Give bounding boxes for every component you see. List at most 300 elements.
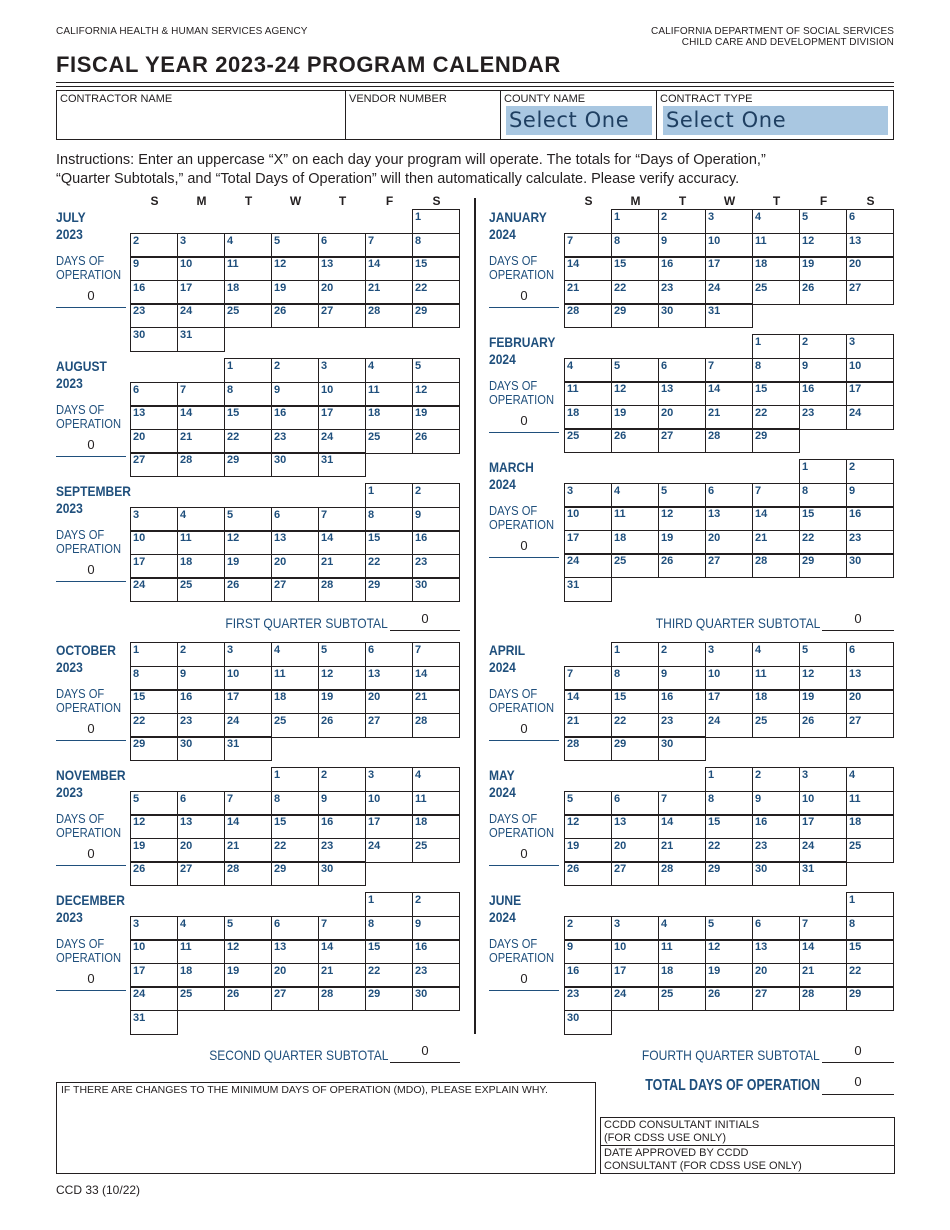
day-cell-april-12[interactable] bbox=[799, 666, 847, 691]
day-cell-august-12[interactable] bbox=[412, 382, 460, 407]
day-cell-april-23[interactable] bbox=[658, 713, 706, 738]
day-cell-october-23[interactable] bbox=[177, 713, 225, 738]
day-cell-august-3[interactable] bbox=[318, 358, 366, 383]
day-cell-january-12[interactable] bbox=[799, 233, 847, 258]
day-cell-january-30[interactable] bbox=[658, 303, 706, 328]
day-cell-august-16[interactable] bbox=[271, 405, 319, 430]
day-cell-february-22[interactable] bbox=[752, 405, 800, 430]
day-cell-july-6[interactable] bbox=[318, 233, 366, 258]
day-cell-june-14[interactable] bbox=[799, 939, 847, 964]
day-cell-june-16[interactable] bbox=[564, 963, 612, 988]
day-cell-november-17[interactable] bbox=[365, 814, 413, 839]
day-cell-june-29[interactable] bbox=[846, 986, 894, 1011]
day-cell-june-26[interactable] bbox=[705, 986, 753, 1011]
day-cell-february-5[interactable] bbox=[611, 358, 659, 383]
day-cell-may-20[interactable] bbox=[611, 838, 659, 863]
day-cell-october-28[interactable] bbox=[412, 713, 460, 738]
day-cell-august-5[interactable] bbox=[412, 358, 460, 383]
day-cell-may-13[interactable] bbox=[611, 814, 659, 839]
day-cell-august-20[interactable] bbox=[130, 429, 178, 454]
day-cell-august-24[interactable] bbox=[318, 429, 366, 454]
day-cell-december-7[interactable] bbox=[318, 916, 366, 941]
day-cell-january-21[interactable] bbox=[564, 280, 612, 305]
day-cell-august-31[interactable] bbox=[318, 452, 366, 477]
day-cell-november-1[interactable] bbox=[271, 767, 319, 792]
day-cell-may-7[interactable] bbox=[658, 791, 706, 816]
day-cell-march-31[interactable] bbox=[564, 577, 612, 602]
day-cell-september-5[interactable] bbox=[224, 507, 272, 532]
day-cell-august-2[interactable] bbox=[271, 358, 319, 383]
day-cell-july-1[interactable] bbox=[412, 209, 460, 234]
day-cell-november-2[interactable] bbox=[318, 767, 366, 792]
day-cell-november-30[interactable] bbox=[318, 861, 366, 886]
day-cell-march-11[interactable] bbox=[611, 506, 659, 531]
day-cell-november-26[interactable] bbox=[130, 861, 178, 886]
day-cell-march-20[interactable] bbox=[705, 530, 753, 555]
day-cell-february-16[interactable] bbox=[799, 381, 847, 406]
day-cell-february-15[interactable] bbox=[752, 381, 800, 406]
day-cell-march-15[interactable] bbox=[799, 506, 847, 531]
day-cell-december-19[interactable] bbox=[224, 963, 272, 988]
day-cell-august-18[interactable] bbox=[365, 405, 413, 430]
day-cell-december-26[interactable] bbox=[224, 986, 272, 1011]
day-cell-september-26[interactable] bbox=[224, 577, 272, 602]
day-cell-april-30[interactable] bbox=[658, 736, 706, 761]
day-cell-july-22[interactable] bbox=[412, 280, 460, 305]
day-cell-august-30[interactable] bbox=[271, 452, 319, 477]
date-approved-field[interactable] bbox=[600, 1145, 895, 1174]
day-cell-september-15[interactable] bbox=[365, 530, 413, 555]
day-cell-january-15[interactable] bbox=[611, 256, 659, 281]
day-cell-january-3[interactable] bbox=[705, 209, 753, 234]
day-cell-july-5[interactable] bbox=[271, 233, 319, 258]
day-cell-july-16[interactable] bbox=[130, 280, 178, 305]
day-cell-january-4[interactable] bbox=[752, 209, 800, 234]
day-cell-june-17[interactable] bbox=[611, 963, 659, 988]
day-cell-september-4[interactable] bbox=[177, 507, 225, 532]
day-cell-march-16[interactable] bbox=[846, 506, 894, 531]
day-cell-march-17[interactable] bbox=[564, 530, 612, 555]
day-cell-september-18[interactable] bbox=[177, 554, 225, 579]
day-cell-december-12[interactable] bbox=[224, 939, 272, 964]
day-cell-september-1[interactable] bbox=[365, 483, 413, 508]
day-cell-august-13[interactable] bbox=[130, 405, 178, 430]
day-cell-august-25[interactable] bbox=[365, 429, 413, 454]
day-cell-march-22[interactable] bbox=[799, 530, 847, 555]
day-cell-may-22[interactable] bbox=[705, 838, 753, 863]
day-cell-september-7[interactable] bbox=[318, 507, 366, 532]
day-cell-december-4[interactable] bbox=[177, 916, 225, 941]
day-cell-february-19[interactable] bbox=[611, 405, 659, 430]
day-cell-march-26[interactable] bbox=[658, 553, 706, 578]
day-cell-november-18[interactable] bbox=[412, 814, 460, 839]
day-cell-september-29[interactable] bbox=[365, 577, 413, 602]
day-cell-january-22[interactable] bbox=[611, 280, 659, 305]
day-cell-september-21[interactable] bbox=[318, 554, 366, 579]
day-cell-july-10[interactable] bbox=[177, 256, 225, 281]
day-cell-march-6[interactable] bbox=[705, 483, 753, 508]
day-cell-june-30[interactable] bbox=[564, 1010, 612, 1035]
day-cell-march-27[interactable] bbox=[705, 553, 753, 578]
day-cell-december-24[interactable] bbox=[130, 986, 178, 1011]
day-cell-may-30[interactable] bbox=[752, 861, 800, 886]
day-cell-january-7[interactable] bbox=[564, 233, 612, 258]
day-cell-august-4[interactable] bbox=[365, 358, 413, 383]
day-cell-july-13[interactable] bbox=[318, 256, 366, 281]
day-cell-july-27[interactable] bbox=[318, 303, 366, 328]
day-cell-august-9[interactable] bbox=[271, 382, 319, 407]
day-cell-september-3[interactable] bbox=[130, 507, 178, 532]
day-cell-october-31[interactable] bbox=[224, 736, 272, 761]
day-cell-march-3[interactable] bbox=[564, 483, 612, 508]
day-cell-august-22[interactable] bbox=[224, 429, 272, 454]
day-cell-may-19[interactable] bbox=[564, 838, 612, 863]
day-cell-november-4[interactable] bbox=[412, 767, 460, 792]
day-cell-june-6[interactable] bbox=[752, 916, 800, 941]
day-cell-september-24[interactable] bbox=[130, 577, 178, 602]
day-cell-august-28[interactable] bbox=[177, 452, 225, 477]
day-cell-june-28[interactable] bbox=[799, 986, 847, 1011]
day-cell-september-6[interactable] bbox=[271, 507, 319, 532]
day-cell-april-2[interactable] bbox=[658, 642, 706, 667]
day-cell-february-6[interactable] bbox=[658, 358, 706, 383]
day-cell-february-17[interactable] bbox=[846, 381, 894, 406]
vendor-number-field[interactable] bbox=[345, 90, 501, 140]
day-cell-november-5[interactable] bbox=[130, 791, 178, 816]
day-cell-august-27[interactable] bbox=[130, 452, 178, 477]
day-cell-february-8[interactable] bbox=[752, 358, 800, 383]
day-cell-may-11[interactable] bbox=[846, 791, 894, 816]
day-cell-june-15[interactable] bbox=[846, 939, 894, 964]
day-cell-may-9[interactable] bbox=[752, 791, 800, 816]
day-cell-october-8[interactable] bbox=[130, 666, 178, 691]
day-cell-december-10[interactable] bbox=[130, 939, 178, 964]
day-cell-december-31[interactable] bbox=[130, 1010, 178, 1035]
day-cell-october-15[interactable] bbox=[130, 689, 178, 714]
day-cell-february-23[interactable] bbox=[799, 405, 847, 430]
day-cell-december-2[interactable] bbox=[412, 892, 460, 917]
day-cell-july-24[interactable] bbox=[177, 303, 225, 328]
day-cell-november-13[interactable] bbox=[177, 814, 225, 839]
day-cell-january-24[interactable] bbox=[705, 280, 753, 305]
day-cell-june-20[interactable] bbox=[752, 963, 800, 988]
day-cell-november-28[interactable] bbox=[224, 861, 272, 886]
day-cell-august-26[interactable] bbox=[412, 429, 460, 454]
day-cell-june-13[interactable] bbox=[752, 939, 800, 964]
day-cell-september-12[interactable] bbox=[224, 530, 272, 555]
day-cell-january-18[interactable] bbox=[752, 256, 800, 281]
day-cell-january-13[interactable] bbox=[846, 233, 894, 258]
day-cell-july-2[interactable] bbox=[130, 233, 178, 258]
day-cell-june-8[interactable] bbox=[846, 916, 894, 941]
day-cell-june-25[interactable] bbox=[658, 986, 706, 1011]
day-cell-october-11[interactable] bbox=[271, 666, 319, 691]
day-cell-august-15[interactable] bbox=[224, 405, 272, 430]
day-cell-february-27[interactable] bbox=[658, 428, 706, 453]
day-cell-november-20[interactable] bbox=[177, 838, 225, 863]
day-cell-february-9[interactable] bbox=[799, 358, 847, 383]
day-cell-may-26[interactable] bbox=[564, 861, 612, 886]
day-cell-october-1[interactable] bbox=[130, 642, 178, 667]
day-cell-november-27[interactable] bbox=[177, 861, 225, 886]
day-cell-february-10[interactable] bbox=[846, 358, 894, 383]
day-cell-june-3[interactable] bbox=[611, 916, 659, 941]
day-cell-november-24[interactable] bbox=[365, 838, 413, 863]
day-cell-may-17[interactable] bbox=[799, 814, 847, 839]
day-cell-november-6[interactable] bbox=[177, 791, 225, 816]
day-cell-february-26[interactable] bbox=[611, 428, 659, 453]
day-cell-july-28[interactable] bbox=[365, 303, 413, 328]
day-cell-july-21[interactable] bbox=[365, 280, 413, 305]
day-cell-january-10[interactable] bbox=[705, 233, 753, 258]
day-cell-december-9[interactable] bbox=[412, 916, 460, 941]
day-cell-september-13[interactable] bbox=[271, 530, 319, 555]
day-cell-april-7[interactable] bbox=[564, 666, 612, 691]
day-cell-april-11[interactable] bbox=[752, 666, 800, 691]
day-cell-september-2[interactable] bbox=[412, 483, 460, 508]
day-cell-september-23[interactable] bbox=[412, 554, 460, 579]
day-cell-july-19[interactable] bbox=[271, 280, 319, 305]
day-cell-november-7[interactable] bbox=[224, 791, 272, 816]
day-cell-february-2[interactable] bbox=[799, 334, 847, 359]
day-cell-march-4[interactable] bbox=[611, 483, 659, 508]
day-cell-june-12[interactable] bbox=[705, 939, 753, 964]
day-cell-december-14[interactable] bbox=[318, 939, 366, 964]
day-cell-july-18[interactable] bbox=[224, 280, 272, 305]
day-cell-june-19[interactable] bbox=[705, 963, 753, 988]
day-cell-january-2[interactable] bbox=[658, 209, 706, 234]
day-cell-december-29[interactable] bbox=[365, 986, 413, 1011]
day-cell-april-5[interactable] bbox=[799, 642, 847, 667]
day-cell-december-18[interactable] bbox=[177, 963, 225, 988]
day-cell-february-11[interactable] bbox=[564, 381, 612, 406]
day-cell-april-1[interactable] bbox=[611, 642, 659, 667]
day-cell-april-20[interactable] bbox=[846, 689, 894, 714]
day-cell-march-19[interactable] bbox=[658, 530, 706, 555]
day-cell-march-18[interactable] bbox=[611, 530, 659, 555]
day-cell-december-15[interactable] bbox=[365, 939, 413, 964]
day-cell-october-9[interactable] bbox=[177, 666, 225, 691]
day-cell-august-29[interactable] bbox=[224, 452, 272, 477]
day-cell-october-12[interactable] bbox=[318, 666, 366, 691]
day-cell-march-2[interactable] bbox=[846, 459, 894, 484]
day-cell-april-26[interactable] bbox=[799, 713, 847, 738]
day-cell-october-22[interactable] bbox=[130, 713, 178, 738]
day-cell-january-16[interactable] bbox=[658, 256, 706, 281]
day-cell-june-1[interactable] bbox=[846, 892, 894, 917]
day-cell-january-26[interactable] bbox=[799, 280, 847, 305]
day-cell-november-8[interactable] bbox=[271, 791, 319, 816]
day-cell-november-21[interactable] bbox=[224, 838, 272, 863]
day-cell-april-3[interactable] bbox=[705, 642, 753, 667]
day-cell-october-17[interactable] bbox=[224, 689, 272, 714]
day-cell-february-24[interactable] bbox=[846, 405, 894, 430]
day-cell-august-14[interactable] bbox=[177, 405, 225, 430]
day-cell-february-29[interactable] bbox=[752, 428, 800, 453]
day-cell-may-24[interactable] bbox=[799, 838, 847, 863]
day-cell-december-1[interactable] bbox=[365, 892, 413, 917]
day-cell-april-27[interactable] bbox=[846, 713, 894, 738]
day-cell-october-14[interactable] bbox=[412, 666, 460, 691]
day-cell-january-5[interactable] bbox=[799, 209, 847, 234]
day-cell-october-5[interactable] bbox=[318, 642, 366, 667]
day-cell-march-28[interactable] bbox=[752, 553, 800, 578]
day-cell-november-15[interactable] bbox=[271, 814, 319, 839]
day-cell-october-13[interactable] bbox=[365, 666, 413, 691]
day-cell-july-23[interactable] bbox=[130, 303, 178, 328]
day-cell-december-6[interactable] bbox=[271, 916, 319, 941]
day-cell-july-12[interactable] bbox=[271, 256, 319, 281]
day-cell-november-9[interactable] bbox=[318, 791, 366, 816]
day-cell-january-8[interactable] bbox=[611, 233, 659, 258]
day-cell-february-12[interactable] bbox=[611, 381, 659, 406]
day-cell-december-30[interactable] bbox=[412, 986, 460, 1011]
day-cell-april-24[interactable] bbox=[705, 713, 753, 738]
day-cell-july-14[interactable] bbox=[365, 256, 413, 281]
day-cell-january-17[interactable] bbox=[705, 256, 753, 281]
day-cell-march-7[interactable] bbox=[752, 483, 800, 508]
day-cell-february-21[interactable] bbox=[705, 405, 753, 430]
day-cell-august-1[interactable] bbox=[224, 358, 272, 383]
day-cell-april-21[interactable] bbox=[564, 713, 612, 738]
day-cell-august-23[interactable] bbox=[271, 429, 319, 454]
day-cell-february-18[interactable] bbox=[564, 405, 612, 430]
day-cell-may-18[interactable] bbox=[846, 814, 894, 839]
day-cell-december-25[interactable] bbox=[177, 986, 225, 1011]
day-cell-june-21[interactable] bbox=[799, 963, 847, 988]
day-cell-may-12[interactable] bbox=[564, 814, 612, 839]
day-cell-may-3[interactable] bbox=[799, 767, 847, 792]
day-cell-may-1[interactable] bbox=[705, 767, 753, 792]
day-cell-july-3[interactable] bbox=[177, 233, 225, 258]
day-cell-june-23[interactable] bbox=[564, 986, 612, 1011]
day-cell-february-1[interactable] bbox=[752, 334, 800, 359]
day-cell-november-10[interactable] bbox=[365, 791, 413, 816]
contractor-name-field[interactable] bbox=[56, 90, 346, 140]
day-cell-february-14[interactable] bbox=[705, 381, 753, 406]
day-cell-june-5[interactable] bbox=[705, 916, 753, 941]
day-cell-july-31[interactable] bbox=[177, 327, 225, 352]
day-cell-january-1[interactable] bbox=[611, 209, 659, 234]
day-cell-january-11[interactable] bbox=[752, 233, 800, 258]
day-cell-may-6[interactable] bbox=[611, 791, 659, 816]
day-cell-february-3[interactable] bbox=[846, 334, 894, 359]
day-cell-november-11[interactable] bbox=[412, 791, 460, 816]
day-cell-december-28[interactable] bbox=[318, 986, 366, 1011]
day-cell-october-26[interactable] bbox=[318, 713, 366, 738]
day-cell-november-23[interactable] bbox=[318, 838, 366, 863]
day-cell-february-7[interactable] bbox=[705, 358, 753, 383]
day-cell-december-13[interactable] bbox=[271, 939, 319, 964]
day-cell-march-29[interactable] bbox=[799, 553, 847, 578]
day-cell-march-14[interactable] bbox=[752, 506, 800, 531]
day-cell-september-30[interactable] bbox=[412, 577, 460, 602]
day-cell-october-30[interactable] bbox=[177, 736, 225, 761]
day-cell-january-28[interactable] bbox=[564, 303, 612, 328]
day-cell-january-29[interactable] bbox=[611, 303, 659, 328]
day-cell-october-10[interactable] bbox=[224, 666, 272, 691]
day-cell-march-25[interactable] bbox=[611, 553, 659, 578]
mdo-explanation-field[interactable] bbox=[56, 1082, 596, 1174]
day-cell-june-4[interactable] bbox=[658, 916, 706, 941]
county-name-select[interactable]: Select One bbox=[506, 106, 652, 135]
day-cell-september-8[interactable] bbox=[365, 507, 413, 532]
day-cell-april-18[interactable] bbox=[752, 689, 800, 714]
day-cell-april-16[interactable] bbox=[658, 689, 706, 714]
day-cell-december-11[interactable] bbox=[177, 939, 225, 964]
day-cell-april-9[interactable] bbox=[658, 666, 706, 691]
day-cell-may-16[interactable] bbox=[752, 814, 800, 839]
day-cell-january-27[interactable] bbox=[846, 280, 894, 305]
day-cell-december-8[interactable] bbox=[365, 916, 413, 941]
day-cell-march-12[interactable] bbox=[658, 506, 706, 531]
day-cell-april-10[interactable] bbox=[705, 666, 753, 691]
day-cell-july-25[interactable] bbox=[224, 303, 272, 328]
day-cell-october-19[interactable] bbox=[318, 689, 366, 714]
day-cell-november-12[interactable] bbox=[130, 814, 178, 839]
day-cell-november-16[interactable] bbox=[318, 814, 366, 839]
day-cell-march-10[interactable] bbox=[564, 506, 612, 531]
day-cell-june-2[interactable] bbox=[564, 916, 612, 941]
day-cell-march-23[interactable] bbox=[846, 530, 894, 555]
day-cell-june-9[interactable] bbox=[564, 939, 612, 964]
day-cell-july-29[interactable] bbox=[412, 303, 460, 328]
day-cell-october-25[interactable] bbox=[271, 713, 319, 738]
day-cell-june-22[interactable] bbox=[846, 963, 894, 988]
day-cell-may-31[interactable] bbox=[799, 861, 847, 886]
day-cell-october-20[interactable] bbox=[365, 689, 413, 714]
day-cell-march-30[interactable] bbox=[846, 553, 894, 578]
day-cell-december-21[interactable] bbox=[318, 963, 366, 988]
day-cell-may-10[interactable] bbox=[799, 791, 847, 816]
day-cell-august-6[interactable] bbox=[130, 382, 178, 407]
day-cell-september-19[interactable] bbox=[224, 554, 272, 579]
day-cell-january-23[interactable] bbox=[658, 280, 706, 305]
day-cell-august-21[interactable] bbox=[177, 429, 225, 454]
day-cell-february-13[interactable] bbox=[658, 381, 706, 406]
day-cell-may-2[interactable] bbox=[752, 767, 800, 792]
day-cell-november-22[interactable] bbox=[271, 838, 319, 863]
day-cell-april-28[interactable] bbox=[564, 736, 612, 761]
day-cell-september-9[interactable] bbox=[412, 507, 460, 532]
day-cell-may-25[interactable] bbox=[846, 838, 894, 863]
day-cell-september-27[interactable] bbox=[271, 577, 319, 602]
day-cell-october-2[interactable] bbox=[177, 642, 225, 667]
day-cell-february-4[interactable] bbox=[564, 358, 612, 383]
day-cell-june-10[interactable] bbox=[611, 939, 659, 964]
day-cell-march-24[interactable] bbox=[564, 553, 612, 578]
day-cell-april-14[interactable] bbox=[564, 689, 612, 714]
day-cell-april-29[interactable] bbox=[611, 736, 659, 761]
day-cell-april-25[interactable] bbox=[752, 713, 800, 738]
day-cell-september-17[interactable] bbox=[130, 554, 178, 579]
day-cell-july-30[interactable] bbox=[130, 327, 178, 352]
day-cell-july-26[interactable] bbox=[271, 303, 319, 328]
day-cell-july-17[interactable] bbox=[177, 280, 225, 305]
day-cell-december-20[interactable] bbox=[271, 963, 319, 988]
day-cell-february-20[interactable] bbox=[658, 405, 706, 430]
day-cell-december-17[interactable] bbox=[130, 963, 178, 988]
day-cell-september-20[interactable] bbox=[271, 554, 319, 579]
day-cell-december-27[interactable] bbox=[271, 986, 319, 1011]
day-cell-october-27[interactable] bbox=[365, 713, 413, 738]
day-cell-may-21[interactable] bbox=[658, 838, 706, 863]
day-cell-may-23[interactable] bbox=[752, 838, 800, 863]
day-cell-february-28[interactable] bbox=[705, 428, 753, 453]
day-cell-november-14[interactable] bbox=[224, 814, 272, 839]
day-cell-may-27[interactable] bbox=[611, 861, 659, 886]
day-cell-august-10[interactable] bbox=[318, 382, 366, 407]
